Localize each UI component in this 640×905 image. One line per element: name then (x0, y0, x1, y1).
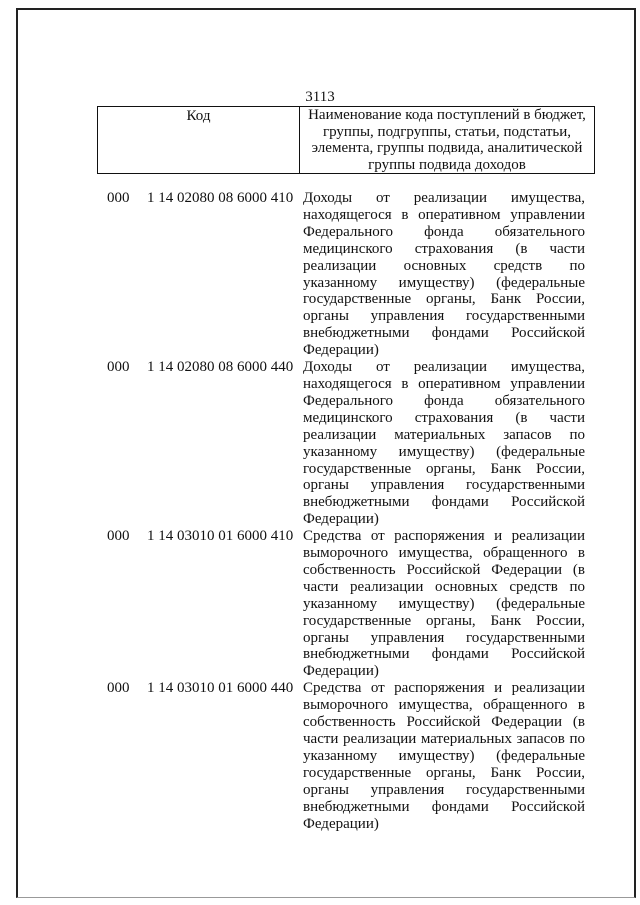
table-row (97, 528, 597, 680)
description-cell: Доходы от реализации имущества, находящегося в оперативном управлении Федерального фонда обязательного медицинского страхования (в части реализации материальных запасов по указанному имуществу) (федеральные государственные органы, Банк России, органы управления государственными внебюджетными фондами Российской Федерации) (303, 359, 585, 528)
admin-code-cell: 000 (107, 359, 130, 376)
revenue-code-cell: 1 14 02080 08 6000 410 (147, 190, 294, 206)
admin-code-cell: 000 (107, 528, 130, 545)
header-name-column: Наименование кода поступлений в бюджет, группы, подгруппы, статьи, подстатьи, элемента, группы подвида, аналитической группы подвида доходов (308, 107, 586, 173)
revenue-code-cell: 1 14 03010 01 6000 410 (147, 528, 294, 545)
admin-code-cell: 000 (107, 190, 130, 206)
page-number: 3113 (305, 89, 335, 105)
table-row (97, 680, 597, 832)
admin-code-cell: 000 (107, 680, 130, 697)
table-row (97, 190, 597, 359)
description-cell: Средства от распоряжения и реализации выморочного имущества, обращенного в собственность Российской Федерации (в части реализации основных средств по указанному имуществу) (федеральные государственные органы, Банк России, органы управления государственными внебюджетными фондами Российской Федерации) (303, 528, 585, 680)
revenue-code-cell: 1 14 02080 08 6000 440 (147, 359, 294, 376)
description-cell: Доходы от реализации имущества, находящегося в оперативном управлении Федерального фонда обязательного медицинского страхования (в части реализации основных средств по указанному имуществу) (федеральные государственные органы, Банк России, органы управления государственными внебюджетными фондами Российской Федерации) (303, 190, 585, 359)
table-body (97, 190, 597, 832)
header-code-column: Код (98, 107, 300, 173)
description-cell: Средства от распоряжения и реализации выморочного имущества, обращенного в собственность Российской Федерации (в части реализации материальных запасов по указанному имуществу) (федеральные государственные органы, Банк России, органы управления государственными внебюджетными фондами Российской Федерации) (303, 680, 585, 832)
table-header (97, 106, 595, 174)
revenue-code-cell: 1 14 03010 01 6000 440 (147, 680, 294, 697)
table-row (97, 359, 597, 528)
